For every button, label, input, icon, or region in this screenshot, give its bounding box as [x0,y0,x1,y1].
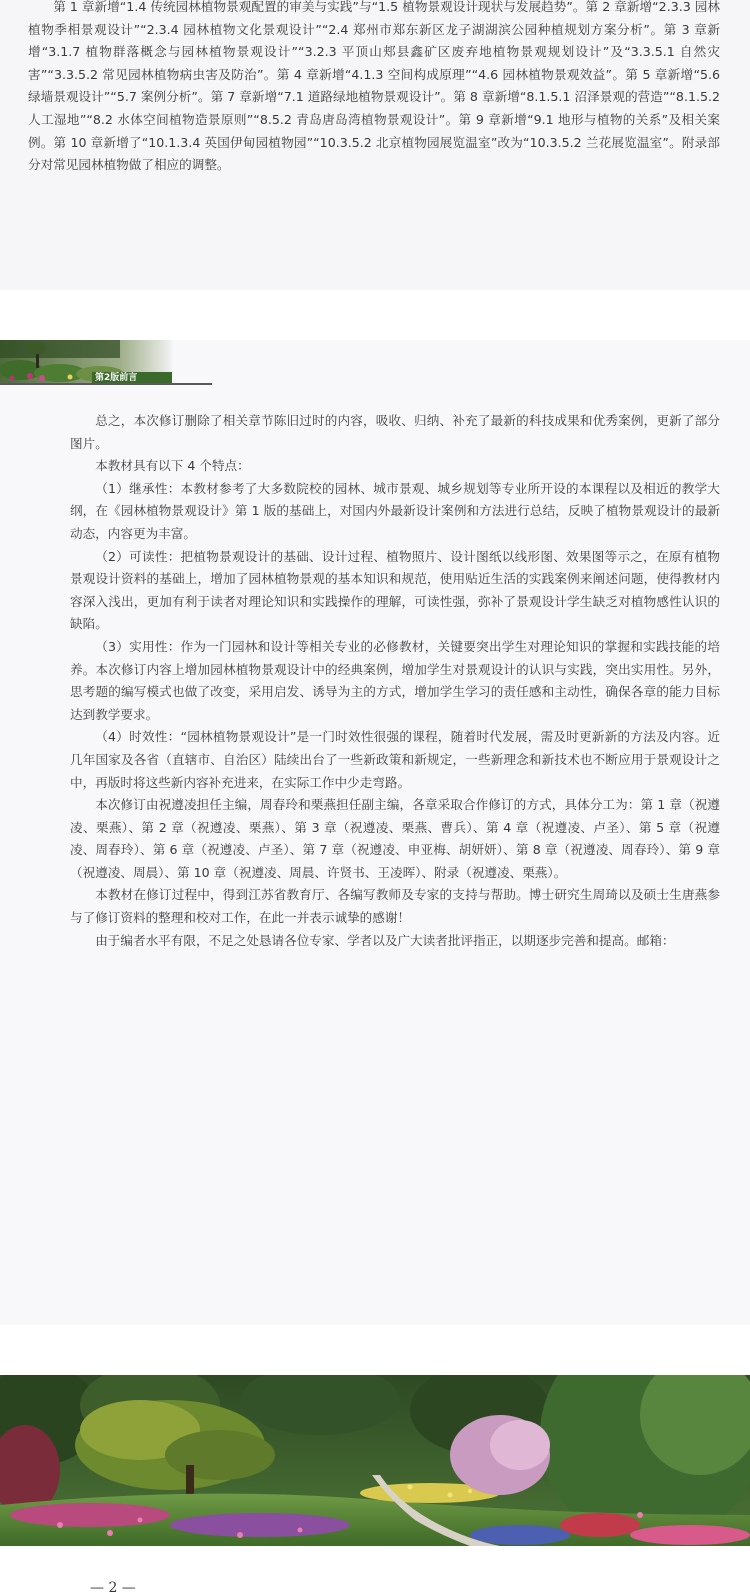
acknowledgement-paragraph: 本教材在修订过程中，得到江苏省教育厅、各编写教师及专家的支持与帮助。博士研究生周琦以及硕士生唐燕参与了修订资料的整理和校对工作，在此一并表示诚挚的感谢！ [70,887,720,926]
feedback-paragraph: 由于编者水平有限，不足之处恳请各位专家、学者以及广大读者批评指正，以期逐步完善和提高。邮箱： [95,932,675,948]
page-number: — 2 — [90,1580,136,1596]
feature-timeliness-paragraph: （4）时效性：“园林植物景观设计”是一门时效性很强的课程，随着时代发展，需及时更新新的方法及内容。近几年国家及各省（直辖市、自治区）陆续出台了一些新政策和新规定，一些新理念和新技术也不断应用于景观设计之中，再版时将这些新内容补充进来，在实际工作中少走弯路。 [70,729,720,790]
page-previous [0,0,750,290]
header-section-label: 第2版前言 [92,372,172,384]
editors-paragraph: 本次修订由祝遵凌担任主编，周春玲和栗燕担任副主编，各章采取合作修订的方式，具体分工为：第 1 章（祝遵凌、栗燕）、第 2 章（祝遵凌、栗燕）、第 3 章（祝遵凌、栗燕、曹兵）、第 4 章（祝遵凌、卢圣）、第 5 章（祝遵凌、周春玲）、第 6 章（祝遵凌、卢圣）、第 7 章（祝遵凌、申亚梅、胡妍妍）、第 8 章（祝遵凌、周春玲）、第 9 章（祝遵凌、周晨）、第 10 章（祝遵凌、周晨、许贤书、王凌晖）、附录（祝遵凌、栗燕）。 [70,797,720,880]
page-gap [0,290,750,340]
feature-inheritance-paragraph: （1）继承性：本教材参考了大多数院校的园林、城市景观、城乡规划等专业所开设的本课程以及相近的教学大纲，在《园林植物景观设计》第 1 版的基础上，对国内外最新设计案例和方法进行总结，反映了植物景观设计的最新动态，内容更为丰富。 [70,480,720,541]
page-gap [0,1325,750,1375]
feature-practicality-paragraph: （3）实用性：作为一门园林和设计等相关专业的必修教材，关键要突出学生对理论知识的掌握和实践技能的培养。本次修订内容上增加园林植物景观设计中的经典案例，增加学生对景观设计的认识与实践，突出实用性。另外，思考题的编写模式也做了改变，采用启发、诱导为主的方式，增加学生学习的责任感和主动性，确保各章的能力目标达到教学要求。 [70,638,720,722]
page-preface [0,340,750,1596]
feature-readability-paragraph: （2）可读性：把植物景观设计的基础、设计过程、植物照片、设计图纸以线形图、效果图等示之，在原有植物景观设计资料的基础上，增加了园林植物景观的基本知识和规范，使用贴近生活的实践案例来阐述问题，使得教材内容深入浅出，更加有利于读者对理论知识和实践操作的理解，可读性强，弥补了景观设计学生缺乏对植物感性认识的缺陷。 [70,548,720,632]
body-paragraph: 本教材具有以下 4 个特点： [95,458,250,474]
garden-photo [0,1375,750,1546]
body-paragraph: 总之，本次修订删除了相关章节陈旧过时的内容，吸收、归纳、补充了最新的科技成果和优秀案例，更新了部分图片。 [70,413,720,451]
header-rule [0,383,212,385]
preface-body [70,410,720,952]
revision-notes-paragraph: 第 1 章新增“1.4 传统园林植物景观配置的审美与实践”与“1.5 植物景观设计现状与发展趋势”。第 2 章新增“2.3.3 园林植物季相景观设计”“2.3.4 园林植物文化景观设计”“2.4 郑州市郑东新区龙子湖湖滨公园种植规划方案分析”。第 3 章新增“3.1.7 植物群落概念与园林植物景观设计”“3.2.3 平顶山郏县鑫矿区废弃地植物景观规划设计”及“3.3.5.1 自然灾害”“3.3.5.2 常见园林植物病虫害及防治”。第 4 章新增“4.1.3 空间构成原理”“4.6 园林植物景观效益”。第 5 章新增“5.6 绿墙景观设计”“5.7 案例分析”。第 7 章新增“7.1 道路绿地植物景观设计”。第 8 章新增“8.1.5.1 沼泽景观的营造”“8.1.5.2 人工湿地”“8.2 水体空间植物造景原则”“8.5.2 青岛唐岛湾植物景观设计”。第 9 章新增“9.1 地形与植物的关系”及相关案例。第 10 章新增了“10.1.3.4 英国伊甸园植物园”“10.3.5.2 北京植物园展览温室”改为“10.3.5.2 兰花展览温室”。附录部分对常见园林植物做了相应的调整。 [28,0,720,173]
